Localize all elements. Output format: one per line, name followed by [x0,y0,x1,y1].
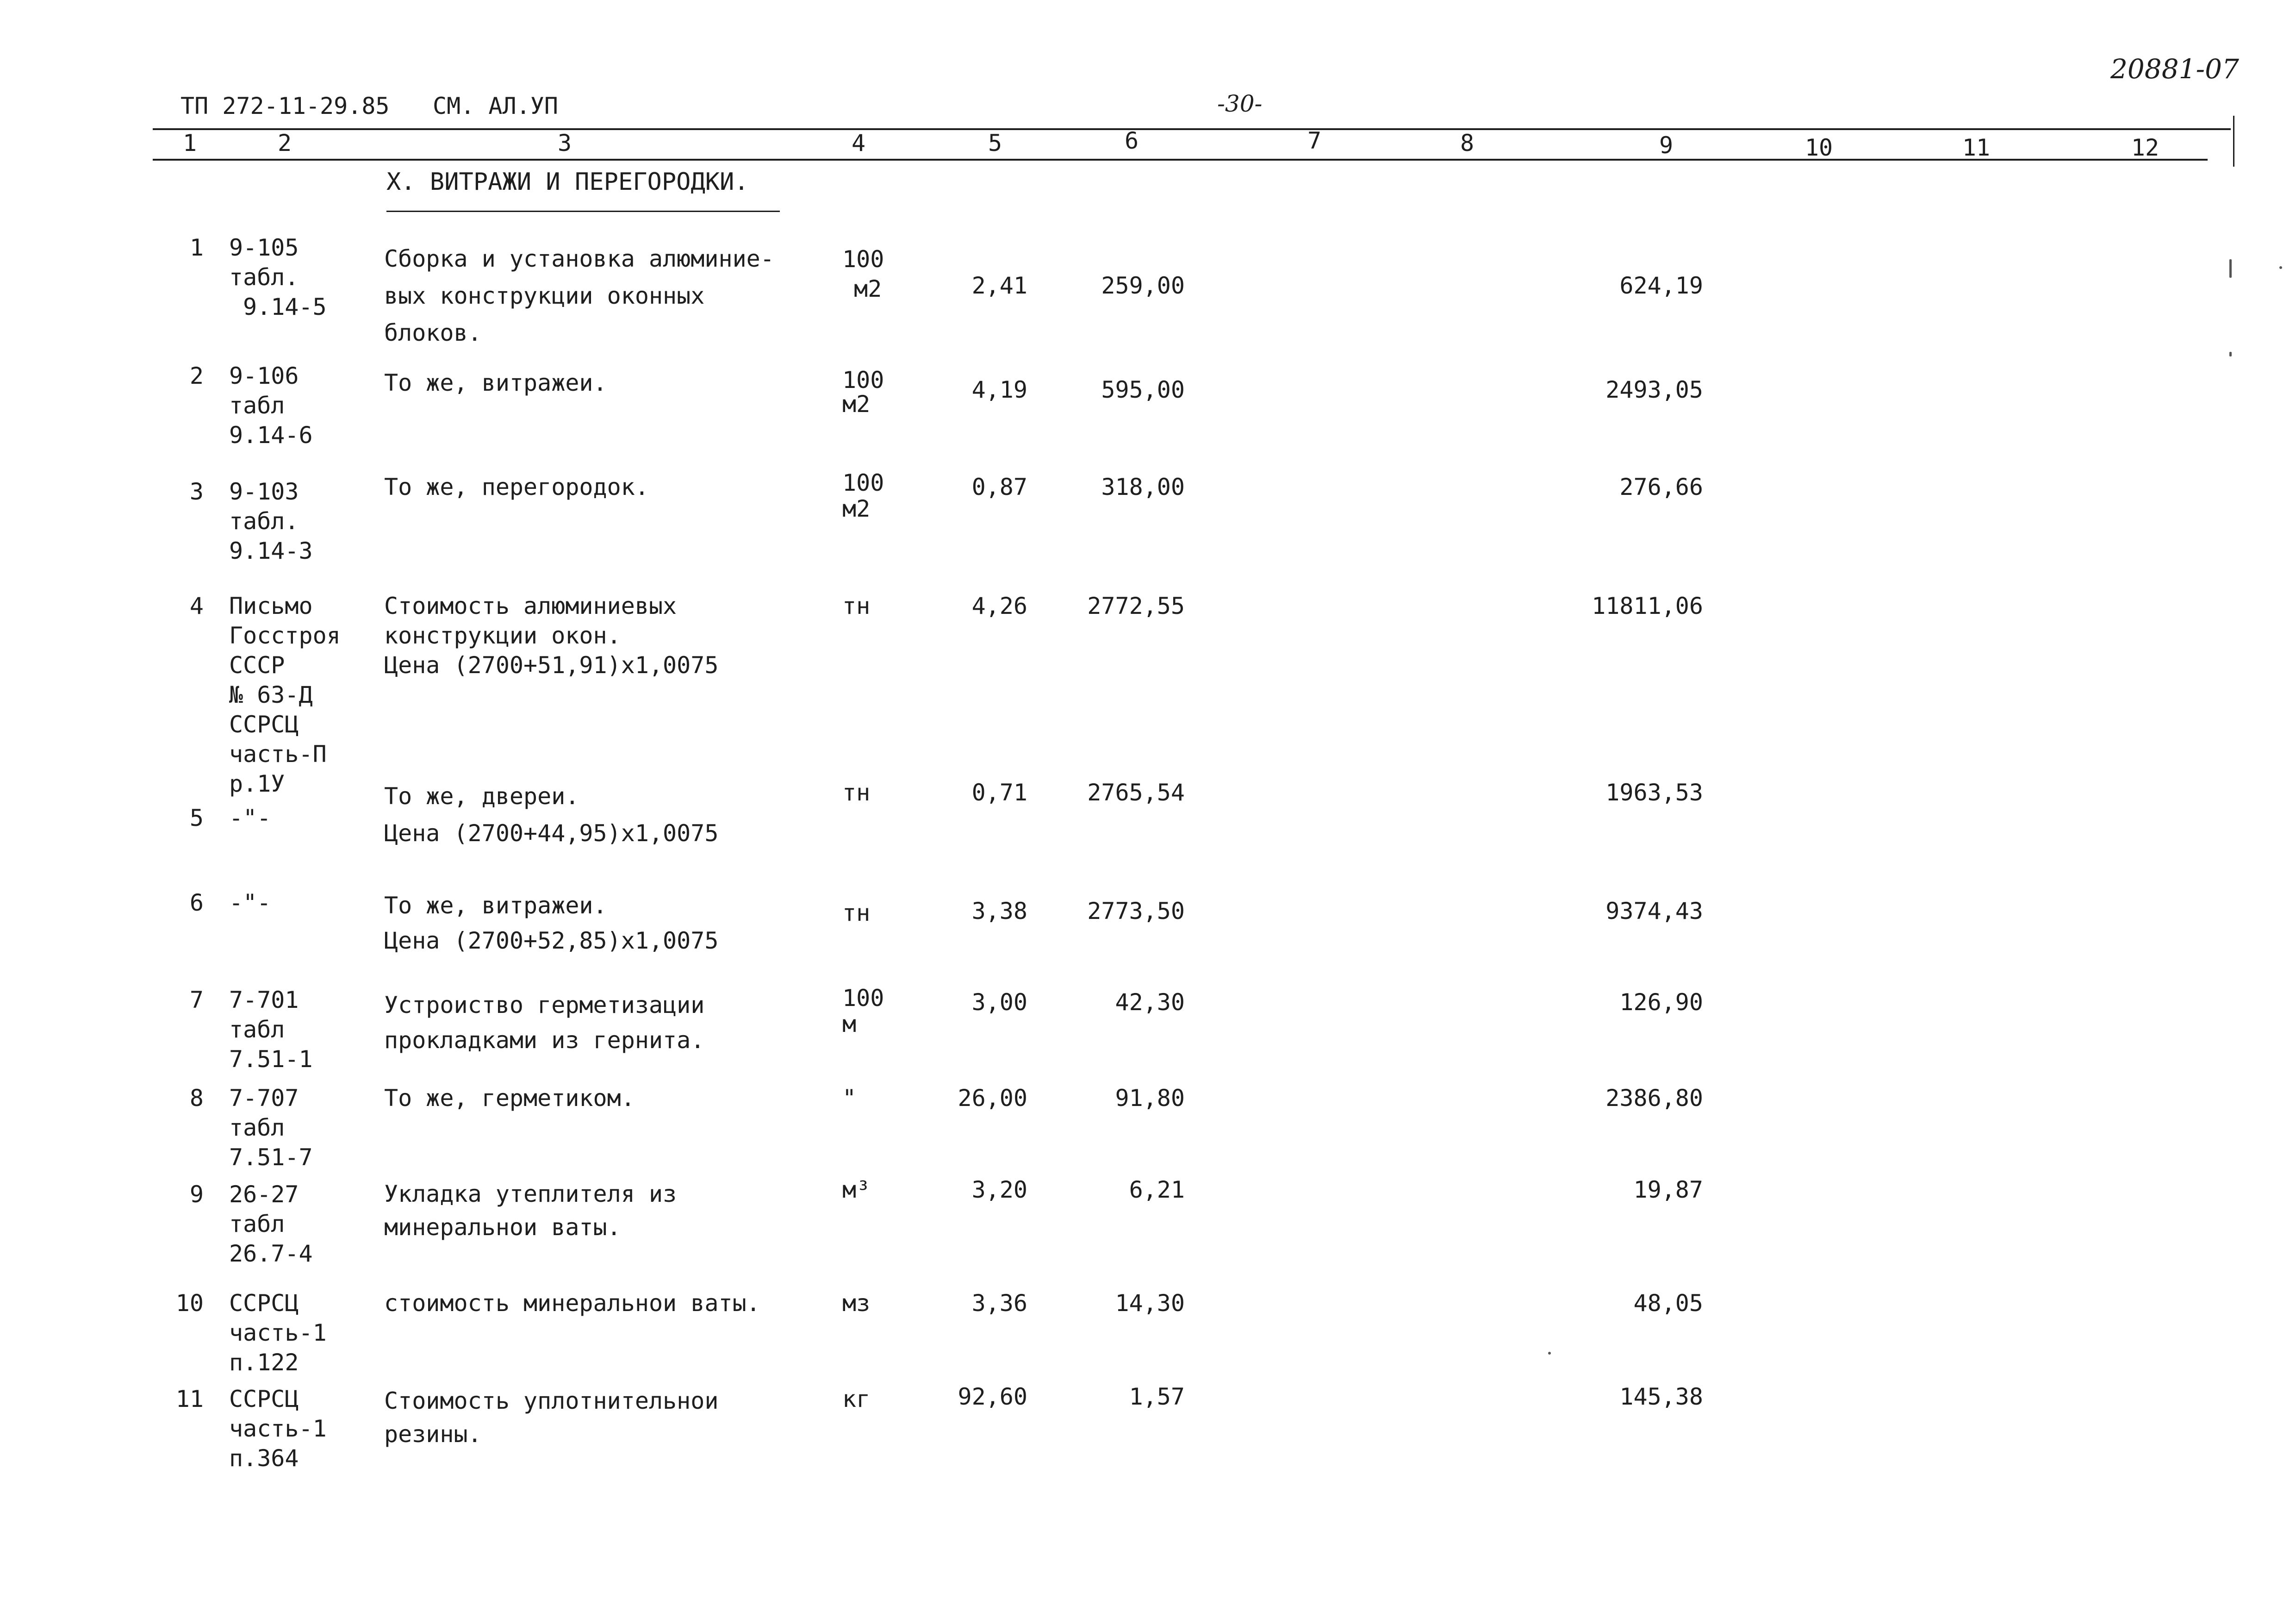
reference-line: 9.14-6 [229,422,313,449]
reference-line: 7.51-7 [229,1144,313,1171]
work-description [384,888,718,958]
unit-price: 2765,54 [1087,779,1185,806]
quantity: 3,38 [971,898,1027,924]
unit-of-measure [842,1288,870,1318]
row-number: 1 [189,234,204,261]
description-line: То же, двереи. [384,783,579,810]
header-rule-top [153,128,2231,130]
row-number: 2 [189,362,204,389]
total-cost: 624,19 [1619,272,1703,299]
work-description [384,472,649,502]
row-number: 5 [189,805,204,831]
unit-price: 42,30 [1115,989,1185,1016]
document-stamp-number: 20881-07 [2110,53,2239,85]
description-line: резины. [384,1421,482,1448]
column-number: 9 [1659,132,1674,159]
unit-line: м [842,1011,857,1037]
description-line: То же, перегородок. [384,474,649,500]
quantity: 0,87 [971,474,1027,500]
norm-reference [229,803,271,833]
quantity: 92,60 [958,1383,1027,1410]
column-number: 1 [182,130,197,156]
row-number: 7 [189,987,204,1013]
scan-mark [2229,259,2232,278]
scan-mark [1548,1352,1551,1355]
column-number: 2 [277,130,292,156]
work-description [384,240,774,351]
column-number: 12 [2131,134,2159,161]
unit-of-measure [842,1175,870,1205]
description-line: Сборка и установка алюминие- [384,245,774,272]
column-number: 8 [1460,130,1475,156]
column-number: 5 [988,130,1002,156]
reference-line: п.122 [229,1349,299,1376]
description-line: Устроиство герметизации [384,992,705,1018]
reference-line: р.1У [229,770,285,797]
reference-line: табл [229,392,285,419]
work-description [384,778,718,852]
column-number: 11 [1962,134,1991,161]
unit-price: 14,30 [1115,1290,1185,1317]
total-cost: 1963,53 [1605,779,1703,806]
unit-of-measure [842,591,870,621]
total-cost: 48,05 [1633,1290,1703,1317]
unit-line: м³ [842,1176,871,1203]
row-number: 8 [189,1085,204,1112]
description-line: конструкции окон. [384,622,621,649]
reference-line: ССРСЦ [229,1386,299,1412]
unit-line: тн [842,899,871,926]
reference-line: 7-701 [229,987,299,1013]
column-number: 10 [1804,134,1833,161]
quantity: 4,26 [971,593,1027,619]
norm-reference [229,477,313,566]
unit-line: тн [842,593,871,619]
scan-mark [2279,266,2282,269]
description-line: Стоимость алюминиевых [384,593,677,619]
description-line: Цена (2700+44,95)х1,0075 [384,820,719,847]
reference-line: табл. [229,508,299,535]
total-cost: 145,38 [1619,1383,1703,1410]
reference-line: -"- [229,805,271,831]
section-title-underline [386,211,780,212]
unit-of-measure [842,985,884,1037]
unit-price: 2772,55 [1087,593,1185,619]
description-line: минеральнои ваты. [384,1214,621,1241]
unit-line: м2 [842,495,871,522]
description-line: вых конструкции оконных [384,282,705,309]
unit-of-measure [842,1384,870,1414]
column-number: 4 [851,130,866,156]
margin-tick [2233,116,2234,167]
unit-line: кг [842,1386,871,1412]
norm-reference [229,1180,313,1268]
unit-of-measure [842,470,884,522]
quantity: 2,41 [971,272,1027,299]
description-line: Цена (2700+51,91)х1,0075 [384,652,719,679]
reference-line: п.364 [229,1445,299,1472]
unit-line: 100 [842,367,884,394]
column-number: 3 [557,130,572,156]
reference-line: табл [229,1211,285,1237]
norm-reference [229,361,313,450]
quantity: 3,36 [971,1290,1027,1317]
reference-line: 7-707 [229,1085,299,1112]
norm-reference [229,1083,313,1172]
total-cost: 11811,06 [1592,593,1703,619]
reference-line: табл. [229,264,299,291]
reference-line: 7.51-1 [229,1046,313,1073]
sheet-code: СМ. АЛ.УП [433,93,558,119]
row-number: 3 [189,478,204,505]
row-number: 6 [189,889,204,916]
row-number: 11 [175,1386,204,1412]
unit-of-measure [842,778,870,807]
document-code: ТП 272-11-29.85 [180,93,390,119]
norm-reference [229,1384,327,1473]
norm-reference [229,985,313,1074]
total-cost: 126,90 [1619,989,1703,1016]
reference-line: ССРСЦ [229,711,299,738]
description-line: То же, герметиком. [384,1085,635,1112]
reference-line: 9-103 [229,478,299,505]
unit-line: тн [842,779,871,806]
reference-line: ССРСЦ [229,1290,299,1317]
section-title: X. ВИТРАЖИ И ПЕРЕГОРОДКИ. [386,168,749,196]
quantity: 26,00 [958,1085,1027,1112]
reference-line: 26.7-4 [229,1240,313,1267]
page-number: -30- [1217,90,1263,117]
description-line: блоков. [384,319,482,346]
unit-price: 1,57 [1129,1383,1185,1410]
reference-line: Письмо [229,593,313,619]
description-line: Укладка утеплителя из [384,1181,677,1207]
unit-of-measure [842,244,884,304]
header-rule-bottom [153,159,2208,161]
description-line: То же, витражеи. [384,369,607,396]
reference-line: СССР [229,652,285,679]
work-description [384,987,704,1058]
quantity: 4,19 [971,376,1027,403]
total-cost: 2493,05 [1605,376,1703,403]
reference-line: Госстроя [229,622,341,649]
reference-line: табл [229,1016,285,1043]
unit-price: 595,00 [1101,376,1185,403]
work-description [384,1083,635,1113]
work-description [384,1177,677,1244]
norm-reference [229,1288,327,1377]
quantity: 0,71 [971,779,1027,806]
reference-line: часть-1 [229,1415,327,1442]
reference-line: 9.14-3 [229,537,313,564]
unit-of-measure [842,898,870,928]
unit-line: " [842,1085,857,1112]
unit-price: 6,21 [1129,1176,1185,1203]
unit-line: мз [842,1290,871,1317]
total-cost: 9374,43 [1605,898,1703,924]
description-line: Цена (2700+52,85)х1,0075 [384,927,719,954]
reference-line: № 63-Д [229,681,313,708]
unit-of-measure [842,1083,856,1113]
column-number: 7 [1307,127,1322,154]
reference-line: часть-1 [229,1319,327,1346]
norm-reference [229,233,327,322]
unit-of-measure [842,368,884,416]
total-cost: 276,66 [1619,474,1703,500]
quantity: 3,20 [971,1176,1027,1203]
description-line: стоимость минеральнои ваты. [384,1290,760,1317]
unit-price: 318,00 [1101,474,1185,500]
norm-reference [229,888,271,918]
unit-price: 259,00 [1101,272,1185,299]
unit-line: 100 [842,985,884,1012]
unit-line: 100 [842,246,884,273]
row-number: 4 [189,593,204,619]
reference-line: табл [229,1114,285,1141]
unit-price: 2773,50 [1087,898,1185,924]
norm-reference [229,591,341,799]
scan-mark [2229,352,2232,356]
description-line: То же, витражеи. [384,892,607,919]
unit-line: 100 [842,469,884,496]
reference-line: 9-105 [229,234,299,261]
reference-line: 9.14-5 [243,294,327,320]
reference-line: -"- [229,889,271,916]
unit-line: м2 [854,275,882,302]
reference-line: часть-П [229,741,327,768]
quantity: 3,00 [971,989,1027,1016]
column-number: 6 [1124,127,1139,154]
row-number: 9 [189,1181,204,1208]
work-description [384,368,607,398]
reference-line: 26-27 [229,1181,299,1208]
reference-line: 9-106 [229,362,299,389]
work-description [384,1384,718,1451]
work-description [384,1288,760,1318]
unit-price: 91,80 [1115,1085,1185,1112]
work-description [384,591,718,680]
total-cost: 19,87 [1633,1176,1703,1203]
unit-line: м2 [842,391,871,418]
row-number: 10 [175,1290,204,1317]
description-line: прокладками из гернита. [384,1027,705,1054]
description-line: Стоимость уплотнительнои [384,1387,719,1414]
total-cost: 2386,80 [1605,1085,1703,1112]
